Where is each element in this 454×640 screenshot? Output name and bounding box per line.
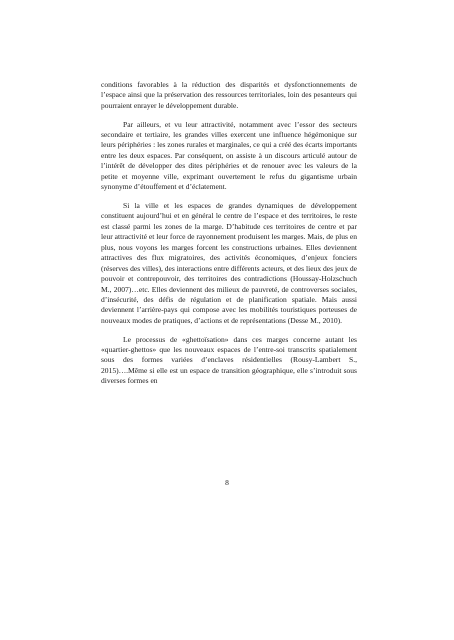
paragraph-3: Si la ville et les espaces de grandes dynamiques de développement constituent aujourd’hui et en général le centre de l’espace et des territoires, le reste est classé parmi les zones de la marge. D’habitude ces territoires de centre et par leur attractivité et leur force de rayonnement produisent les marges. Mais, de plus en plus, nous voyons les marges forcent les constructions urbaines. Elles deviennent attractives des flux migratoires, des activités économiques, d’enjeux fonciers (réserves des villes), des interactions entre différents acteurs, et des lieux des jeux de pouvoir et contrepouvoir, des territoires des contradictions (Houssay-Holzschuch M., 2007)…etc. Elles deviennent des milieux de pauvreté, de controverses sociales, d’insécurité, des défis de régulation et de planification spatiale. Mais aussi deviennent l’arrière-pays qui compose avec les mobilités touristiques porteuses de nouveaux modes de pratiques, d’actions et de représentations (Desse M., 2010). bbox=[101, 200, 357, 325]
paragraph-4: Le processus de «ghettoïsation» dans ces marges concerne autant les «quartier-ghettos» que les nouveaux espaces de l’entre-soi transcrits spatialement sous des formes variées d’enclaves résidentielles (Rousy-Lambert S., 2015)….Même si elle est un espace de transition géographique, elle s’introduit sous diverses formes en bbox=[101, 334, 357, 386]
body-text bbox=[101, 80, 357, 395]
page-number: 8 bbox=[225, 478, 229, 487]
paragraph-2: Par ailleurs, et vu leur attractivité, notamment avec l’essor des secteurs secondaire et tertiaire, les grandes villes exercent une influence hégémonique sur leurs périphéries : les zones rurales et marginales, ce qui a créé des écarts importants entre les deux espaces. Par conséquent, on assiste à un discours articulé autour de l’intérêt de développer des dites périphéries et de renouer avec les valeurs de la petite et moyenne ville, exprimant ouvertement le refus du gigantisme urbain synonyme d’étouffement et d’éclatement. bbox=[101, 119, 357, 192]
paragraph-1: conditions favorables à la réduction des disparités et dysfonctionnements de l’espace ainsi que la préservation des ressources territoriales, loin des pesanteurs qui pourraient enrayer le développement durable. bbox=[101, 80, 357, 110]
